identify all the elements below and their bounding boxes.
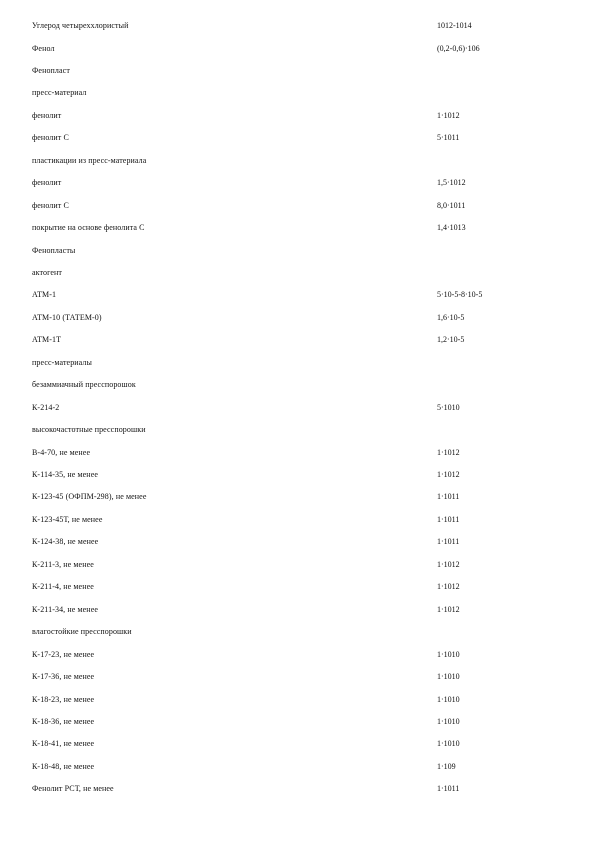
row-name: Фенол [32,43,55,53]
row-name: К-17-23, не менее [32,649,95,659]
table-row [0,244,595,258]
row-value: 1·1012 [437,604,460,614]
row-name: АТМ-10 (ТАТЕМ-0) [32,312,102,322]
row-name: К-18-41, не менее [32,739,95,749]
row-value: 1·1011 [437,492,460,502]
table-row [0,154,595,168]
row-name: Фенолит РСТ, не менее [32,784,114,794]
table-row [0,513,595,527]
table-row [0,199,595,213]
table-row [0,356,595,370]
table-row [0,42,595,56]
row-value: (0,2-0,6)·106 [437,43,480,53]
row-name: пресс-материал [32,88,87,98]
row-value: 1·1012 [437,447,460,457]
row-value: 1·1011 [437,784,460,794]
table-row [0,490,595,504]
row-name: высокочастотные пресспорошки [32,425,146,435]
row-name: фенолит С [32,200,69,210]
row-value: 1·1010 [437,739,460,749]
row-name: К-211-34, не менее [32,604,98,614]
table-row [0,401,595,415]
table-row [0,625,595,639]
table-row [0,86,595,100]
row-value: 1·1010 [437,694,460,704]
table-row [0,446,595,460]
row-name: актогент [32,267,63,277]
row-name: безаммиачный пресспорошок [32,380,136,390]
row-name: влагостойкие пресспорошки [32,627,132,637]
row-name: АТМ-1 [32,290,57,300]
table-row [0,378,595,392]
row-name: К-123-45Т, не менее [32,514,103,524]
row-name: К-114-35, не менее [32,470,98,479]
table-row [0,782,595,796]
row-value: 1·1010 [437,716,460,726]
row-value: 1·1010 [437,672,460,681]
row-name: Фенопласт [32,65,70,75]
table-row [0,603,595,617]
table-row [0,715,595,729]
table-row [0,333,595,347]
table-row [0,737,595,751]
table-row [0,580,595,594]
row-value: 5·10-5-8·10-5 [437,290,483,300]
row-value: 1·1012 [437,470,460,479]
row-name: К-211-4, не менее [32,582,94,592]
row-value: 5·1011 [437,133,460,143]
row-name: фенолит [32,110,62,120]
table-row [0,131,595,145]
table-row [0,670,595,684]
table-row [0,221,595,235]
row-value: 8,0·1011 [437,200,466,210]
row-value: 1·1011 [437,537,460,547]
table-row [0,693,595,707]
table-row [0,558,595,572]
row-name: пластикации из пресс-материала [32,155,147,165]
table-row [0,176,595,190]
table-row [0,760,595,774]
row-name: Фенопласты [32,245,76,255]
row-value: 1·1012 [437,582,460,592]
table-row [0,311,595,325]
row-name: В-4-70, не менее [32,447,91,457]
row-name: АТМ-1Т [32,335,62,345]
row-name: К-214-2 [32,402,60,412]
row-value: 5·1010 [437,402,460,412]
table-row [0,648,595,662]
table-row [0,266,595,280]
row-value: 1·1011 [437,514,460,524]
row-value: 1·1010 [437,649,460,659]
table-row [0,535,595,549]
table-row [0,64,595,78]
table-row [0,109,595,123]
row-name: К-18-36, не менее [32,716,95,726]
row-name: К-18-23, не менее [32,694,95,704]
row-name: К-211-3, не менее [32,559,94,569]
table-row [0,288,595,302]
row-value: 1012-1014 [437,21,472,30]
row-value: 1·1012 [437,559,460,569]
row-value: 1,6·10-5 [437,312,465,322]
table-row [0,468,595,482]
row-name: покрытие на основе фенолита С [32,223,145,232]
row-name: К-123-45 (ОФПМ-298), не менее [32,492,147,502]
row-name: фенолит С [32,133,69,143]
row-name: К-17-36, не менее [32,672,95,681]
row-name: пресс-материалы [32,357,92,367]
row-name: Углерод четыреххлористый [32,21,129,30]
row-name: фенолит [32,178,62,188]
row-value: 1,5·1012 [437,178,466,188]
row-value: 1,2·10-5 [437,335,465,345]
row-name: К-124-38, не менее [32,537,99,547]
row-value: 1·109 [437,761,456,771]
row-value: 1·1012 [437,110,460,120]
table-row [0,423,595,437]
row-name: К-18-48, не менее [32,761,95,771]
table-row [0,19,595,33]
row-value: 1,4·1013 [437,223,466,232]
